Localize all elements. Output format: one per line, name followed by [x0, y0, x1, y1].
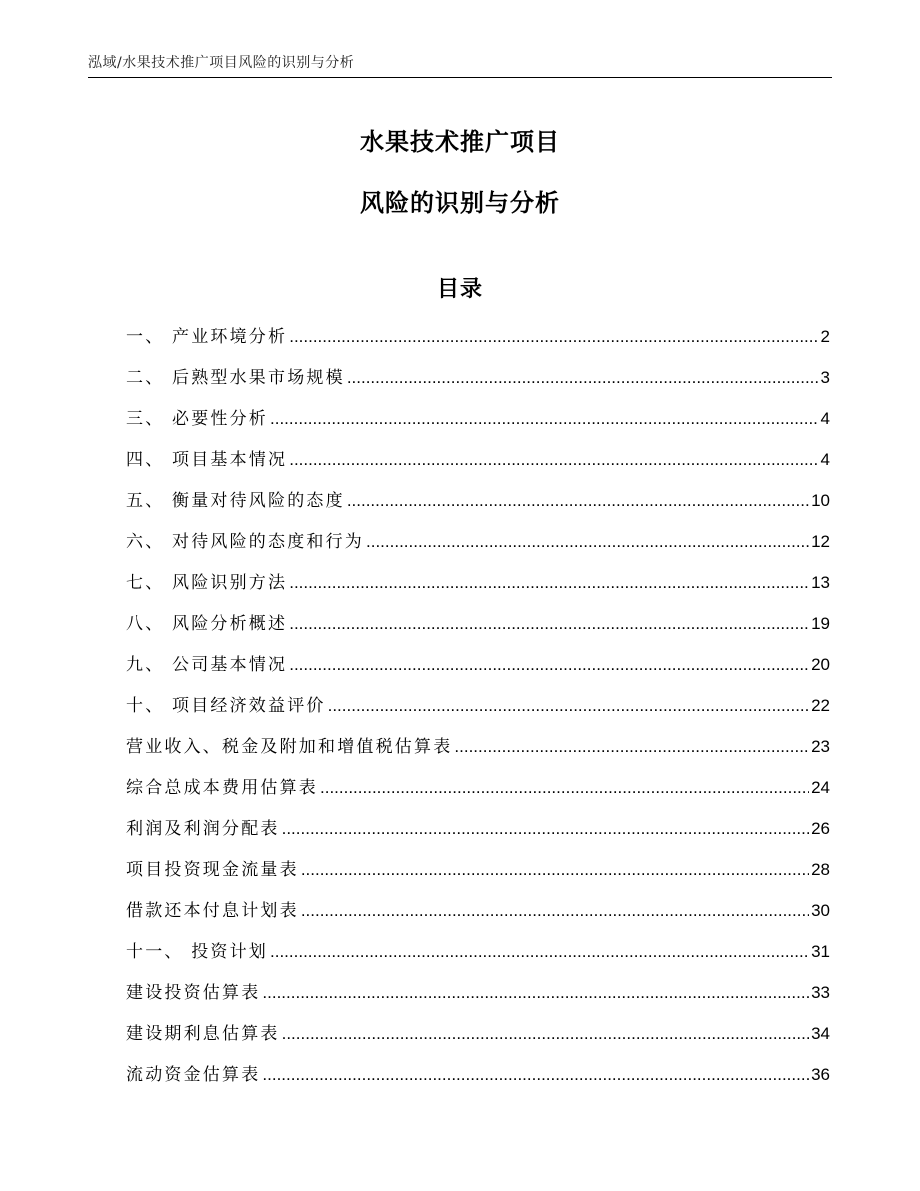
toc-entry-page: 12 [811, 532, 830, 551]
toc-entry-label: 五、 衡量对待风险的态度 [126, 491, 345, 511]
toc-entry-page: 3 [820, 368, 830, 387]
toc-dot-leader [289, 612, 809, 636]
toc-entry[interactable] [126, 653, 830, 694]
toc-dot-leader [262, 981, 809, 1005]
toc-dot-leader [347, 366, 819, 390]
toc-dot-leader [282, 1022, 809, 1046]
toc-entry-page: 30 [811, 901, 830, 920]
toc-entry-label: 利润及利润分配表 [126, 819, 280, 839]
toc-entry[interactable] [126, 1022, 830, 1063]
toc-entry-page: 4 [820, 409, 830, 428]
toc-entry[interactable] [126, 899, 830, 940]
toc-dot-leader [289, 325, 818, 349]
toc-entry-page: 34 [811, 1024, 830, 1043]
toc-entry-page: 20 [811, 655, 830, 674]
toc-entry-page: 13 [811, 573, 830, 592]
toc-entry-page: 24 [811, 778, 830, 797]
toc-dot-leader [301, 858, 809, 882]
running-header: 泓域/水果技术推广项目风险的识别与分析 [88, 55, 355, 71]
toc-entry-page: 2 [820, 327, 830, 346]
toc-entry-label: 八、 风险分析概述 [126, 614, 288, 634]
toc-entry[interactable] [126, 694, 830, 735]
toc-entry-label: 综合总成本费用估算表 [126, 778, 318, 798]
toc-entry[interactable] [126, 489, 830, 530]
toc-dot-leader [301, 899, 809, 923]
toc-entry[interactable] [126, 940, 830, 981]
toc-entry-label: 借款还本付息计划表 [126, 901, 299, 921]
toc-entry[interactable] [126, 407, 830, 448]
toc-entry-page: 26 [811, 819, 830, 838]
toc-entry-label: 九、 公司基本情况 [126, 655, 288, 675]
toc-entry-label: 项目投资现金流量表 [126, 860, 299, 880]
header-divider [88, 77, 832, 78]
toc-dot-leader [289, 448, 818, 472]
toc-entry-page: 33 [811, 983, 830, 1002]
toc-dot-leader [366, 530, 809, 554]
toc-entry-page: 23 [811, 737, 830, 756]
toc-dot-leader [282, 817, 809, 841]
toc-entry[interactable] [126, 612, 830, 653]
toc-entry[interactable] [126, 776, 830, 817]
toc-dot-leader [289, 653, 809, 677]
toc-entry[interactable] [126, 530, 830, 571]
toc-entry-page: 31 [811, 942, 830, 961]
toc-entry-label: 一、 产业环境分析 [126, 327, 288, 347]
toc-entry-page: 36 [811, 1065, 830, 1084]
toc-entry[interactable] [126, 448, 830, 489]
table-of-contents [126, 325, 830, 1104]
document-title-line-1: 水果技术推广项目 [360, 128, 560, 156]
toc-entry[interactable] [126, 858, 830, 899]
toc-dot-leader [262, 1063, 809, 1087]
toc-entry-label: 四、 项目基本情况 [126, 450, 288, 470]
toc-entry-page: 19 [811, 614, 830, 633]
toc-dot-leader [320, 776, 809, 800]
document-title-line-2: 风险的识别与分析 [360, 189, 560, 217]
toc-entry-label: 建设期利息估算表 [126, 1024, 280, 1044]
toc-entry[interactable] [126, 817, 830, 858]
toc-entry-label: 十、 项目经济效益评价 [126, 696, 326, 716]
toc-entry-label: 二、 后熟型水果市场规模 [126, 368, 345, 388]
toc-entry[interactable] [126, 981, 830, 1022]
toc-entry-label: 七、 风险识别方法 [126, 573, 288, 593]
toc-entry[interactable] [126, 366, 830, 407]
toc-entry[interactable] [126, 571, 830, 612]
toc-dot-leader [270, 407, 819, 431]
toc-entry-label: 流动资金估算表 [126, 1065, 261, 1085]
toc-dot-leader [289, 571, 809, 595]
toc-entry[interactable] [126, 1063, 830, 1104]
toc-entry-label: 建设投资估算表 [126, 983, 261, 1003]
toc-entry-page: 4 [820, 450, 830, 469]
toc-entry-label: 营业收入、税金及附加和增值税估算表 [126, 737, 453, 757]
toc-heading: 目录 [436, 277, 483, 302]
toc-entry[interactable] [126, 735, 830, 776]
toc-entry-page: 10 [811, 491, 830, 510]
toc-dot-leader [347, 489, 809, 513]
toc-dot-leader [454, 735, 809, 759]
toc-entry-page: 22 [811, 696, 830, 715]
toc-dot-leader [270, 940, 809, 964]
toc-entry-label: 六、 对待风险的态度和行为 [126, 532, 365, 552]
toc-entry-label: 三、 必要性分析 [126, 409, 269, 429]
toc-entry[interactable] [126, 325, 830, 366]
toc-entry-page: 28 [811, 860, 830, 879]
toc-dot-leader [328, 694, 809, 718]
toc-entry-label: 十一、 投资计划 [126, 942, 269, 962]
